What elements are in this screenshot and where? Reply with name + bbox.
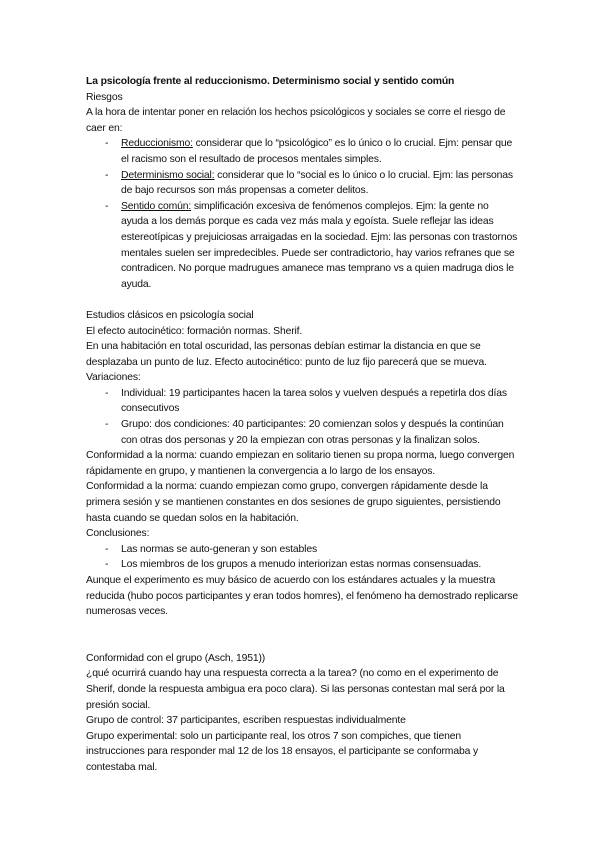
sherif-heading: El efecto autocinético: formación normas. Sherif. [86, 325, 303, 337]
conclusiones-list [86, 542, 518, 573]
text-determinismo: considerar que lo “social es lo único o lo crucial. Ejm: las personas de bajo recursos son más propensas a cometer delitos. [121, 169, 513, 197]
estudios-heading: Estudios clásicos en psicología social [86, 309, 254, 321]
spacer [86, 292, 518, 308]
text-sentido-comun: simplificación excesiva de fenómenos complejos. Ejm: la gente no ayuda a los demás porque es cada vez más mala y egoísta. Suele reflejar las ideas estereotípicas y prejuiciosas arraigadas en la sociedad. Ejm: las personas con trastornos mentales suelen ser impredecibles. Puede ser contradictorio, hay varios refranes que se contradicen. No porque madrugues amanece mas temprano vs a quien madruga dios le ayuda. [121, 200, 518, 290]
document-page [86, 74, 518, 776]
asch-control: Grupo de control: 37 participantes, escriben respuestas individualmente [86, 715, 406, 727]
conclusiones-heading: Conclusiones: [86, 528, 150, 540]
riesgo-item-reduccionismo [86, 136, 518, 167]
riesgo-item-determinismo [86, 168, 518, 199]
sherif-intro: En una habitación en total oscuridad, las personas debían estimar la distancia en que se desplazaba un punto de luz. Efecto autocinético: punto de luz fijo parecerá que se mueva. Variaciones: [86, 341, 487, 384]
conformidad-paragraph-2: Conformidad a la norma: cuando empiezan como grupo, convergen rápidamente desde la primera sesión y se mantienen constantes en dos sesiones de grupo siguientes, persistiendo hasta cuando se quedan solos en la habitación. [86, 481, 501, 524]
cierre-paragraph: Aunque el experimento es muy básico de acuerdo con los estándares actuales y la muestra reducida (hubo pocos participantes y eran todos homres), el fenómeno ha demostrado replicarse numerosas veces. [86, 575, 518, 618]
conclusion-item: - Los miembros de los grupos a menudo interiorizan estas normas consensuadas. [86, 557, 518, 573]
asch-heading: Conformidad con el grupo (Asch, 1951)) [86, 652, 266, 664]
term-reduccionismo: Reduccionismo: [121, 138, 193, 150]
riesgos-intro: A la hora de intentar poner en relación los hechos psicológicos y sociales se corre el riesgo de caer en: [86, 107, 506, 134]
variacion-grupo: - Grupo: dos condiciones: 40 participantes: 20 comienzan solos y después la continúan con otras dos personas y 20 la empiezan con otras personas y la finalizan solos. [86, 417, 518, 448]
conformidad-paragraph-1: Conformidad a la norma: cuando empiezan en solitario tienen su propa norma, luego convergen rápidamente en grupo, y mantienen la convergencia a lo largo de los ensayos. [86, 450, 515, 477]
riesgo-item-sentido-comun [86, 199, 518, 293]
document-title: La psicología frente al reduccionismo. Determinismo social y sentido común [86, 76, 455, 87]
riesgos-heading: Riesgos [86, 91, 123, 103]
spacer [86, 620, 518, 651]
asch-intro: ¿qué ocurrirá cuando hay una respuesta correcta a la tarea? (no como en el experimento de Sherif, donde la respuesta ambigua era poco clara). Si las personas contestan mal será por la presión social. [86, 668, 505, 711]
variaciones-list [86, 386, 518, 448]
text-reduccionismo: considerar que lo “psicológico” es lo único o lo crucial. Ejm: pensar que el racismo son el resultado de procesos mentales simples. [121, 138, 513, 165]
term-determinismo: Determinismo social: [121, 169, 215, 181]
asch-experimental: Grupo experimental: solo un participante real, los otros 7 son compiches, que tienen instrucciones para responder mal 12 de los 18 ensayos, el participante se conformaba y contestaba mal. [86, 730, 478, 773]
riesgos-list [86, 136, 518, 292]
variacion-individual: - Individual: 19 participantes hacen la tarea solos y vuelven después a repetirla dos días consecutivos [86, 386, 518, 417]
conclusion-item: - Las normas se auto-generan y son estables [86, 542, 518, 558]
term-sentido-comun: Sentido común: [121, 200, 192, 212]
